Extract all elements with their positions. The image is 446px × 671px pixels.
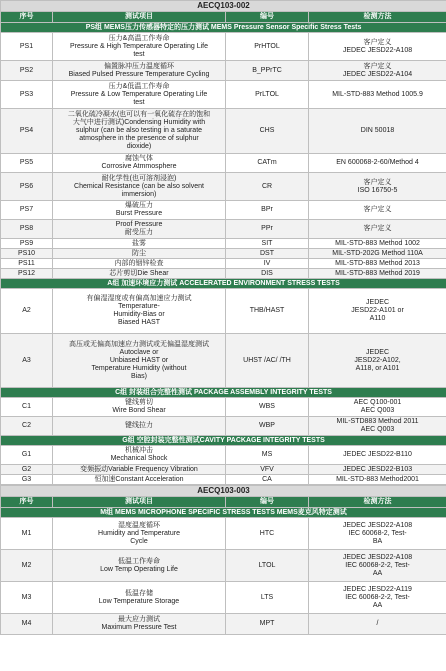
row-method: MIL-STD-202G Method 110A [309,249,446,259]
table-title: AECQ103-003 [1,486,446,497]
section-header-row [1,23,446,33]
row-method: 客户定义 JEDEC JESD22-A104 [309,61,446,81]
table-row [1,109,446,154]
row-method: JEDEC JESD22-B103 [309,465,446,475]
header-code: 编号 [226,12,309,23]
row-id: G2 [1,465,53,475]
row-id: PS6 [1,173,53,201]
header-method: 检测方法 [309,12,446,23]
row-id: PS4 [1,109,53,154]
row-method: EN 600068-2-60/Method 4 [309,154,446,173]
row-code: UHST /AC/ /TH [226,334,309,388]
row-code: PrLTOL [226,81,309,109]
row-test-item: 爆破压力 Burst Pressure [53,201,226,220]
row-code: PPr [226,220,309,239]
row-test-item: 低温存储 Low Temperature Storage [53,582,226,614]
row-method: 客户定义 JEDEC JESD22-A108 [309,33,446,61]
row-code: PrHTOL [226,33,309,61]
table-row [1,518,446,550]
row-test-item: 有偏湿湿度或有偏高加速应力测试 Temperature- Humidity-Bias or Biased HAST [53,289,226,334]
row-test-item: 腐蚀气体 Corrosive Atmmosphere [53,154,226,173]
header-test-item: 测试项目 [53,497,226,508]
table-row [1,550,446,582]
row-test-item: 压力&高温工作寿命 Pressure & High Temperature Operating Life test [53,33,226,61]
row-code: CR [226,173,309,201]
header-method: 检测方法 [309,497,446,508]
row-id: M2 [1,550,53,582]
row-id: M3 [1,582,53,614]
row-code: LTOL [226,550,309,582]
table-row [1,33,446,61]
header-row [1,12,446,23]
table-row [1,465,446,475]
row-test-item: 耐化学性(也可溶剂浸泡) Chemical Resistance (can be also solvent immersion) [53,173,226,201]
table-row [1,614,446,635]
row-method: MIL-STD-883 Method2001 [309,475,446,485]
section-header-row [1,388,446,398]
row-test-item: 盐雾 [53,239,226,249]
section-header-row [1,508,446,518]
row-id: G3 [1,475,53,485]
row-id: C2 [1,417,53,436]
row-id: PS1 [1,33,53,61]
row-id: A3 [1,334,53,388]
table-title-row [1,486,446,497]
row-id: PS8 [1,220,53,239]
row-id: PS3 [1,81,53,109]
row-code: LTS [226,582,309,614]
row-method: 客户定义 ISO 16750-5 [309,173,446,201]
section-header-row [1,436,446,446]
row-method: 客户定义 [309,201,446,220]
row-id: PS5 [1,154,53,173]
row-method: JEDEC JESD22-A101 or A110 [309,289,446,334]
row-test-item: 最大应力测试 Maximum Pressure Test [53,614,226,635]
row-method: MIL-STD-883 Method 1002 [309,239,446,249]
row-id: G1 [1,446,53,465]
row-method: AEC Q100-001 AEC Q003 [309,398,446,417]
table-row [1,334,446,388]
row-method: JEDEC JESD22-B110 [309,446,446,465]
row-method: MIL-STD-883 Method 1005.9 [309,81,446,109]
table-row [1,417,446,436]
row-id: C1 [1,398,53,417]
row-test-item: 键线剪切 Wire Bond Shear [53,398,226,417]
row-method: JEDEC JESD22-A119 IEC 60068-2-2, Test- AA [309,582,446,614]
header-row [1,497,446,508]
table-row [1,289,446,334]
row-method: JEDEC JESD22-A108 IEC 60068-2, Test- BA [309,518,446,550]
row-method: DIN 50018 [309,109,446,154]
row-test-item: Proof Pressure 耐受压力 [53,220,226,239]
row-test-item: 湿度温度循环 Humidity and Temperature Cycle [53,518,226,550]
row-method: JEDEC JESD22-A102, A118, or A101 [309,334,446,388]
row-code: CA [226,475,309,485]
row-id: M4 [1,614,53,635]
row-method: MIL-STD883 Method 2011 AEC Q003 [309,417,446,436]
row-code: BPr [226,201,309,220]
table-row [1,154,446,173]
table-row [1,220,446,239]
row-test-item: 偏置脉冲压力温度循环 Biased Pulsed Pressure Temperature Cycling [53,61,226,81]
row-code: THB/HAST [226,289,309,334]
row-test-item: 芯片剪切Die Shear [53,269,226,279]
table-title-row [1,1,446,12]
table-row [1,239,446,249]
row-id: PS10 [1,249,53,259]
header-code: 编号 [226,497,309,508]
row-id: PS12 [1,269,53,279]
row-code: WBP [226,417,309,436]
row-method: / [309,614,446,635]
table-row [1,249,446,259]
row-id: PS7 [1,201,53,220]
row-code: B_PPrTC [226,61,309,81]
header-seq: 序号 [1,497,53,508]
row-test-item: 变频振动Variable Frequency Vibration [53,465,226,475]
section-title: M组 MEMS MICROPHONE SPECIFIC STRESS TESTS MEMS麦克风特定测试 [1,508,446,518]
row-id: PS2 [1,61,53,81]
table-row [1,446,446,465]
aecq103-003-table [0,485,446,635]
row-test-item: 高压或无偏高加速应力测试或无偏温湿度测试 Autoclave or Unbiased HAST or Temperature Humidity (without Bias) [53,334,226,388]
table-row [1,61,446,81]
header-test-item: 测试项目 [53,12,226,23]
header-seq: 序号 [1,12,53,23]
row-method: MIL-STD-883 Method 2013 [309,259,446,269]
row-test-item: 内部的铟锌检查 [53,259,226,269]
table-title: AECQ103-002 [1,1,446,12]
row-method: MIL-STD-883 Method 2019 [309,269,446,279]
section-title: A组 加速环境应力测试 ACCELERATED ENVIRONMENT STRESS TESTS [1,279,446,289]
row-test-item: 防尘 [53,249,226,259]
row-code: DST [226,249,309,259]
section-title: G组 空腔封装完整性测试CAVITY PACKAGE INTEGRITY TESTS [1,436,446,446]
row-test-item: 恒加速Constant Acceleration [53,475,226,485]
table-row [1,582,446,614]
section-title: C组 封装组合完整性测试 PACKAGE ASSEMBLY INTEGRITY TESTS [1,388,446,398]
table-row [1,201,446,220]
row-id: A2 [1,289,53,334]
row-code: CHS [226,109,309,154]
row-test-item: 低温工作寿命 Low Temp Operating Life [53,550,226,582]
table-row [1,475,446,485]
row-test-item: 机械冲击 Mechanical Shock [53,446,226,465]
row-code: MPT [226,614,309,635]
table-row [1,398,446,417]
table-row [1,173,446,201]
row-test-item: 二氧化硫冷凝水(也可以有一氧化硫存在的饱和 大气中进行测试)Condensing Humidity with sulphur (can be also testing in a saturate atmosphere in the presence of sulphur dioxide) [53,109,226,154]
row-id: PS11 [1,259,53,269]
row-code: MS [226,446,309,465]
row-code: IV [226,259,309,269]
section-title: PS组 MEMS压力传感器特定的压力测试 MEMS Pressure Sensor Specific Stress Tests [1,23,446,33]
row-method: JEDEC JESD22-A108 IEC 60068-2-2, Test- AA [309,550,446,582]
table-row [1,259,446,269]
row-code: SIT [226,239,309,249]
row-code: CATm [226,154,309,173]
table-row [1,81,446,109]
row-test-item: 键线拉力 [53,417,226,436]
row-test-item: 压力&低温工作寿命 Pressure & Low Temperature Operating Life test [53,81,226,109]
row-method: 客户定义 [309,220,446,239]
row-code: DIS [226,269,309,279]
row-id: M1 [1,518,53,550]
row-id: PS9 [1,239,53,249]
table-row [1,269,446,279]
row-code: VFV [226,465,309,475]
row-code: WBS [226,398,309,417]
row-code: HTC [226,518,309,550]
section-header-row [1,279,446,289]
